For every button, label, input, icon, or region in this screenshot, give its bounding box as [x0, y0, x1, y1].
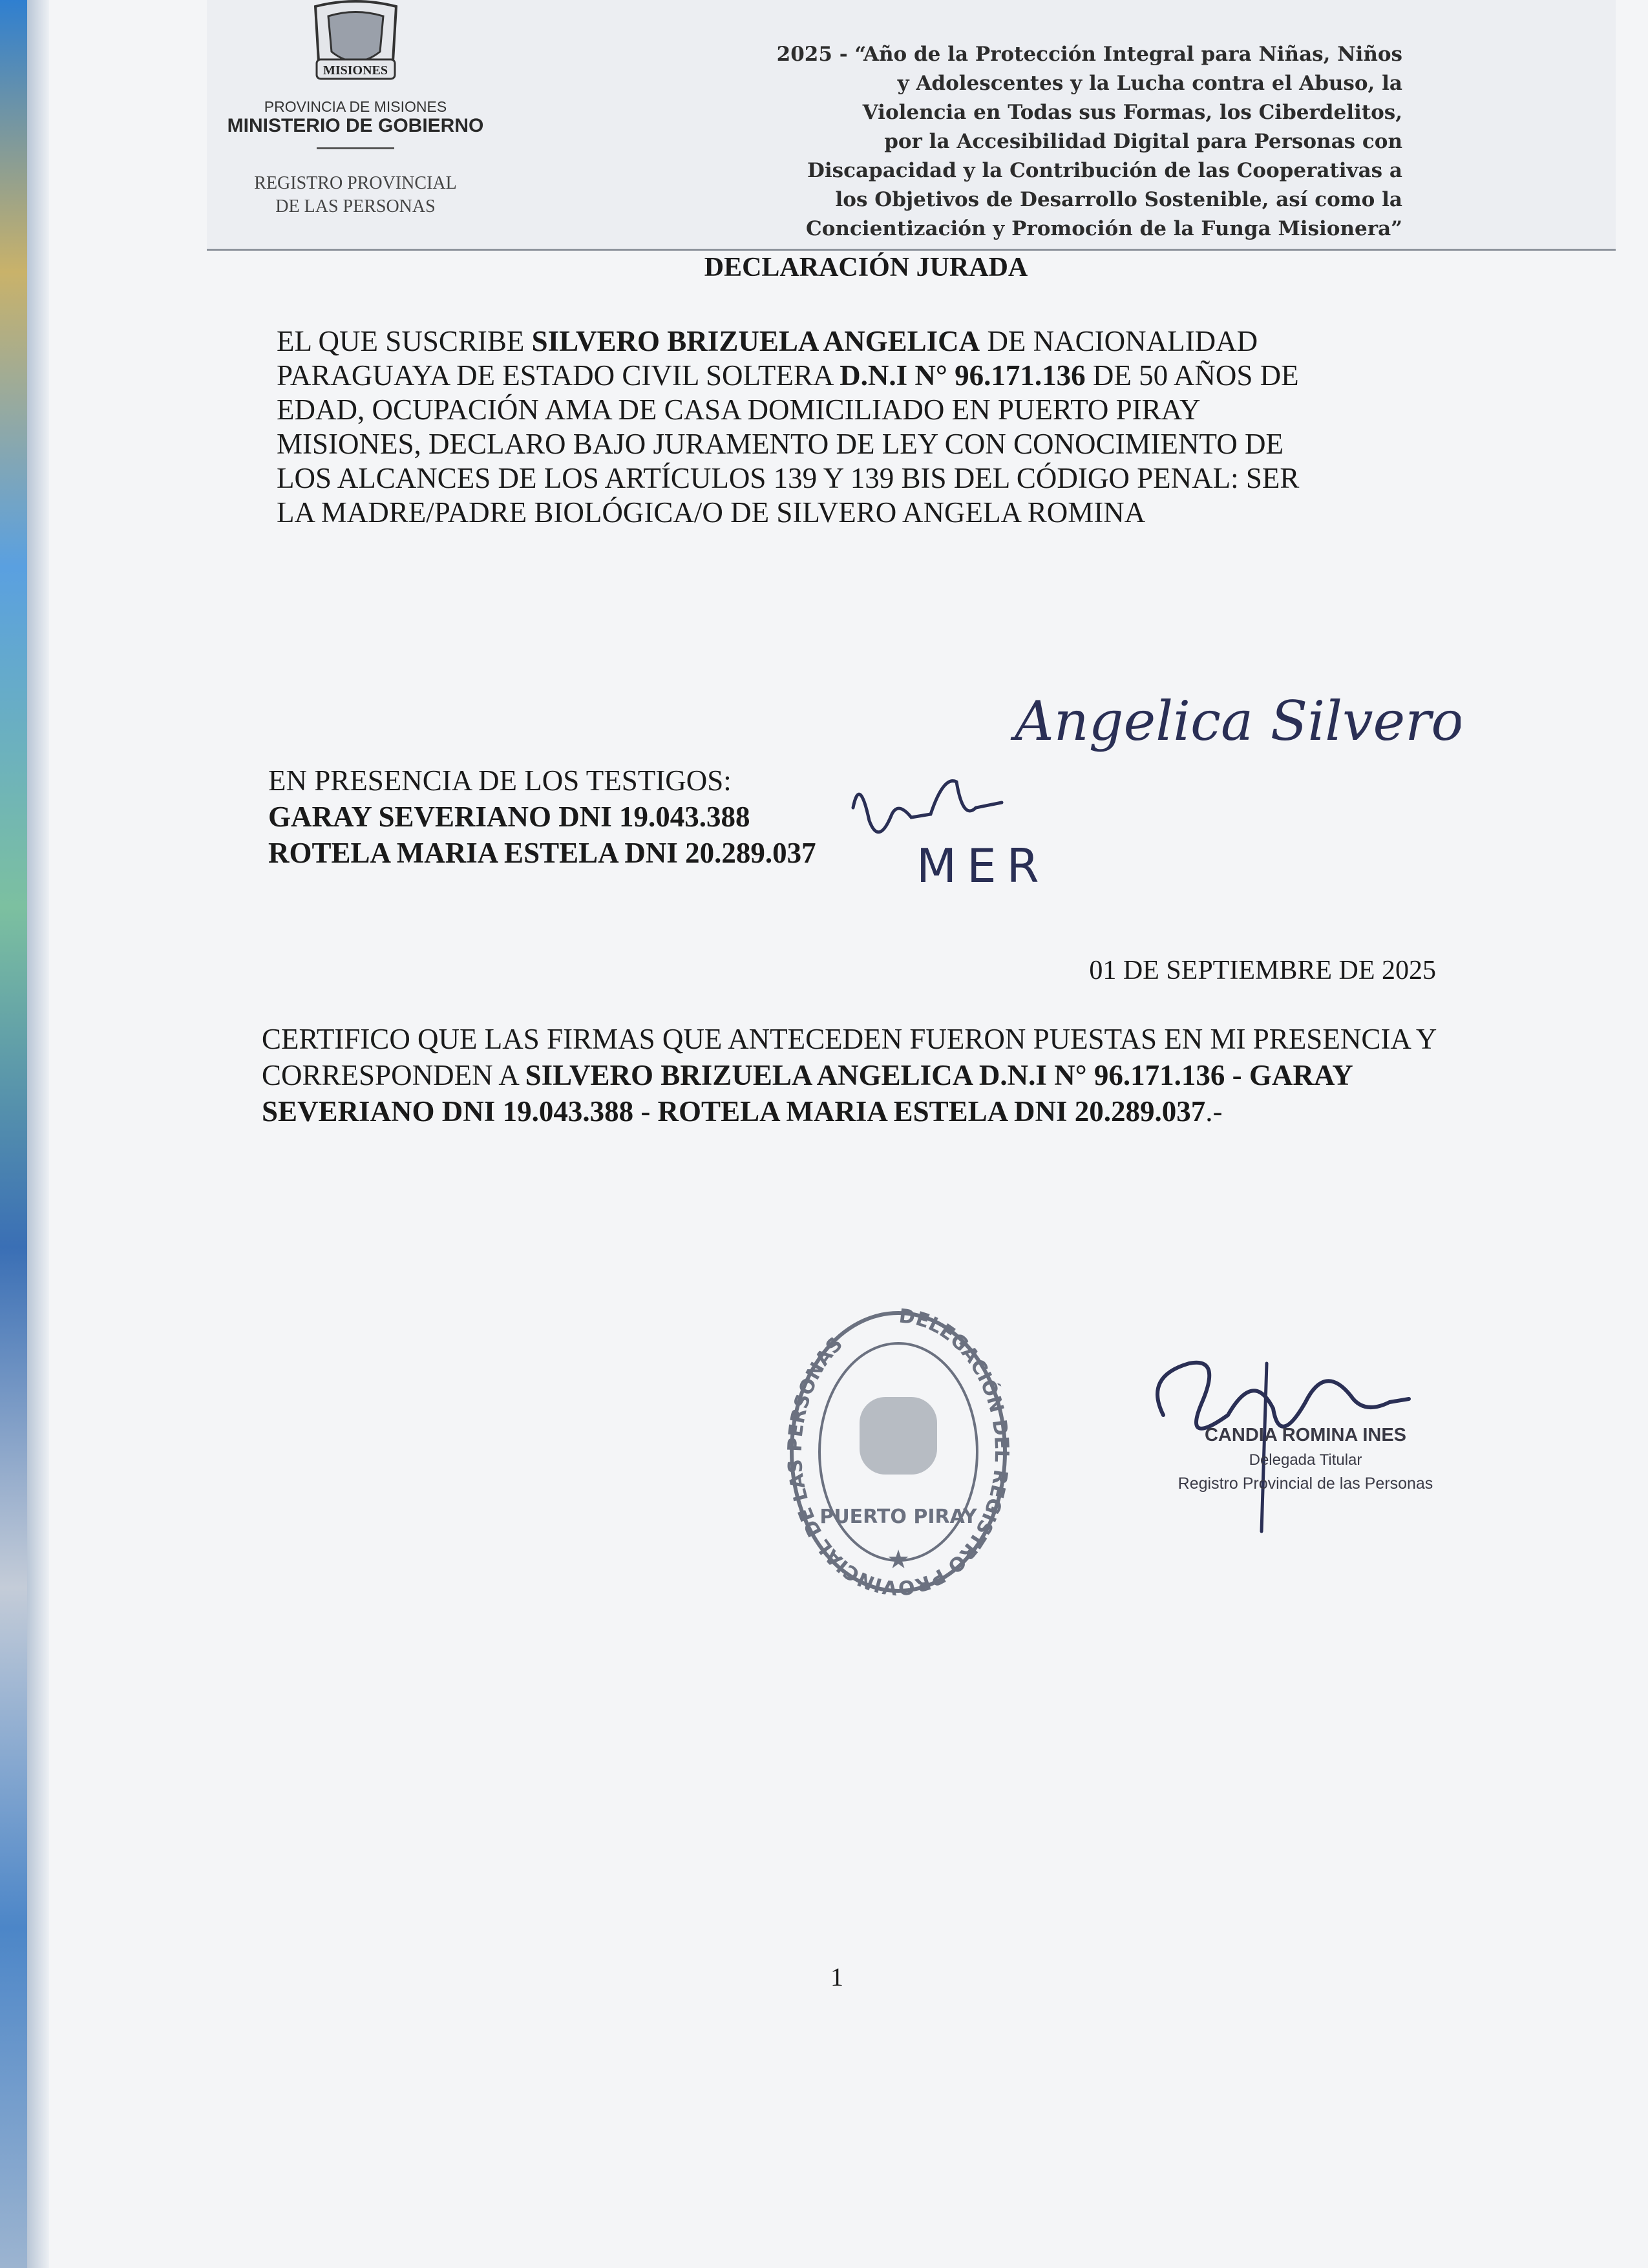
witnesses-intro: EN PRESENCIA DE LOS TESTIGOS: — [268, 764, 732, 797]
svg-text:MER: MER — [916, 839, 1050, 893]
document-date: 01 DE SEPTIEMBRE DE 2025 — [1089, 956, 1436, 985]
registry-seal-stamp — [782, 1300, 1015, 1597]
year-motto: 2025 - “Año de la Protección Integral para Niñas, Niños y Adolescentes y la Lucha contra el Abuso, la Violencia en Todas sus Formas, los Ciberdelitos, por la Accesibilidad Digital para Personas con Discapacidad y la Contribución de las Cooperativas a los Objetivos de Desarrollo Sostenible, así como la Concientización y Promoción de la Funga Misionera” — [776, 43, 1402, 240]
svg-text:MISIONES: MISIONES — [322, 63, 388, 78]
declarant-signature — [1008, 678, 1461, 772]
province-coat-of-arms — [302, 0, 409, 89]
scan-edge-shadow — [27, 0, 49, 2268]
official-office: Registro Provincial de las Personas — [1178, 1475, 1433, 1493]
svg-text:Angelica Silvero: Angelica Silvero — [1015, 689, 1461, 753]
svg-text:★: ★ — [887, 1545, 910, 1574]
declaration-text-2: DE NACIONALIDAD PARAGUAYA DE ESTADO CIVIL SOLTERA — [277, 325, 1258, 392]
official-name: CANDIA ROMINA INES — [1204, 1425, 1407, 1445]
declarant-name: SILVERO BRIZUELA ANGELICA — [531, 325, 980, 357]
registry-line-1: REGISTRO PROVINCIAL — [254, 173, 457, 193]
province-name: PROVINCIA DE MISIONES — [264, 98, 447, 115]
ministry-name: MINISTERIO DE GOBIERNO — [227, 115, 484, 136]
declaration-text-3: DE 50 AÑOS DE EDAD, OCUPACIÓN AMA DE CASA DOMICILIADO EN PUERTO PIRAY MISIONES, DECLARO BAJO JURAMENTO DE LEY CON CONOCIMIENTO DE LOS ALCANCES DE LOS ARTÍCULOS 139 Y 139 BIS DEL CÓDIGO PENAL: SER LA MADRE/PADRE BIOLÓGICA/O DE SILVERO ANGELA ROMINA — [277, 359, 1300, 529]
svg-text:DELEGACIÓN DEL REGISTRO PROVIN: DELEGACIÓN DEL REGISTRO PROVINCIAL DE LAS PERSONAS — [783, 1305, 1013, 1597]
svg-text:PUERTO PIRAY: PUERTO PIRAY — [819, 1506, 977, 1528]
registry-name — [213, 172, 498, 218]
certified-persons: SILVERO BRIZUELA ANGELICA D.N.I N° 96.171.136 - GARAY SEVERIANO DNI 19.043.388 - ROTELA MARIA ESTELA DNI 20.289.037 — [262, 1059, 1353, 1128]
declaration-text-1: EL QUE SUSCRIBE — [277, 325, 532, 357]
witness-1: GARAY SEVERIANO DNI 19.043.388 — [268, 801, 750, 833]
certification-text: CERTIFICO QUE LAS FIRMAS QUE ANTECEDEN FUERON PUESTAS EN MI PRESENCIA Y CORRESPONDEN A — [262, 1023, 1436, 1091]
declaration-paragraph — [277, 324, 1440, 530]
declarant-dni: D.N.I N° 96.171.136 — [840, 359, 1086, 392]
official-role: Delegada Titular — [1249, 1451, 1362, 1469]
registry-line-2: DE LAS PERSONAS — [275, 196, 436, 216]
page-number: 1 — [830, 1962, 843, 1991]
document-title: DECLARACIÓN JURADA — [704, 253, 1028, 282]
certification-paragraph — [262, 1021, 1444, 1129]
witness-2-initials — [916, 827, 1084, 901]
scan-edge-artifact — [0, 0, 27, 2268]
header-divider — [317, 147, 394, 149]
witness-2: ROTELA MARIA ESTELA DNI 20.289.037 — [268, 837, 816, 869]
certification-end: .- — [1205, 1095, 1223, 1128]
